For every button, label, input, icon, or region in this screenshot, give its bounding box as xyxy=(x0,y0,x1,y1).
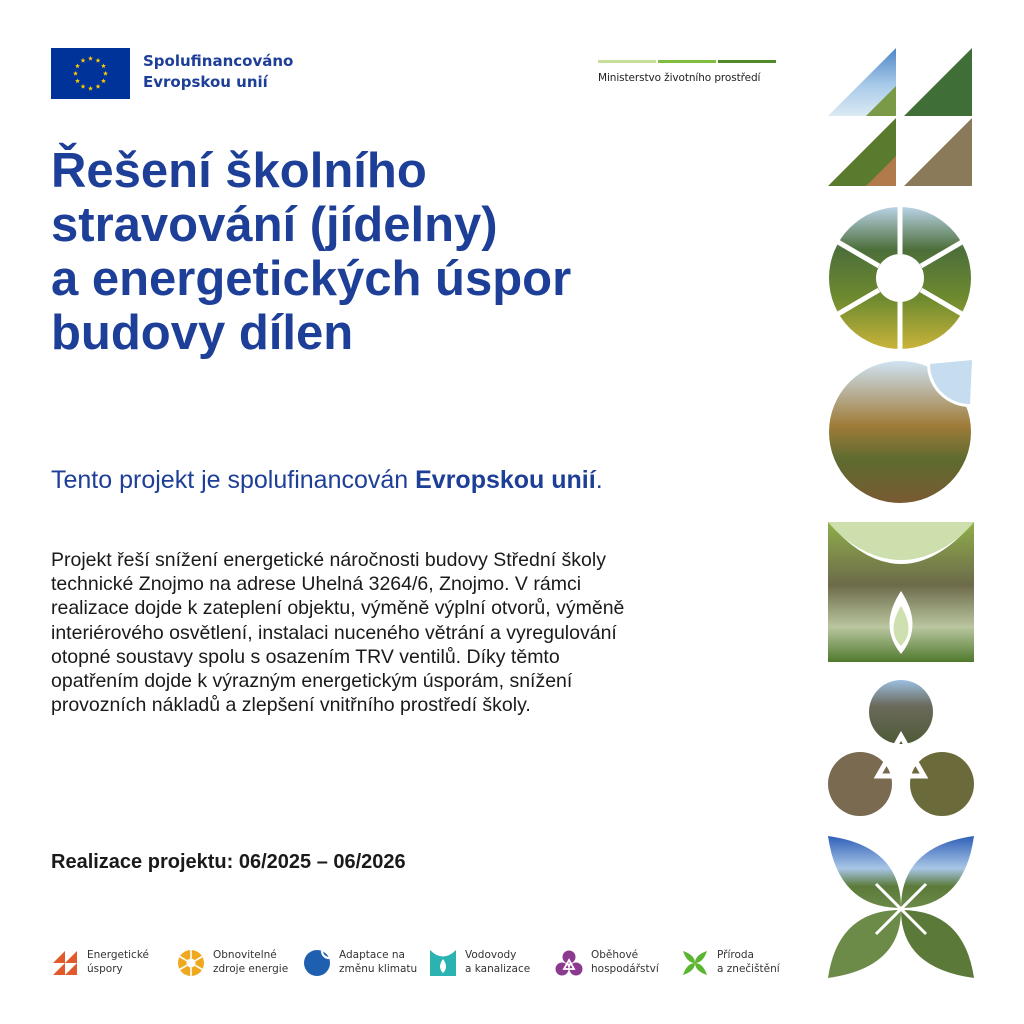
renewable-energy-icon xyxy=(177,949,205,977)
legend-label: a znečištění xyxy=(717,963,780,975)
cofinancing-statement xyxy=(51,466,603,495)
legend-label: Energetické xyxy=(87,949,149,961)
legend-label: hospodářství xyxy=(591,963,659,975)
legend-label: zdroje energie xyxy=(213,963,289,975)
realization-period: Realizace projektu: 06/2025 – 06/2026 xyxy=(51,851,406,873)
subtitle-emphasis: Evropskou unií xyxy=(415,466,596,494)
nature-icon xyxy=(681,949,709,977)
page-title xyxy=(51,144,771,360)
description-line: technické Znojmo na adrese Uhelná 3264/6, Znojmo. V rámci xyxy=(51,573,582,596)
description-line: provozních nákladů a zlepšení vnitřního prostředí školy. xyxy=(51,694,531,717)
legend-label: a kanalizace xyxy=(465,963,531,975)
water-collage xyxy=(828,522,974,662)
renewable-energy-collage xyxy=(829,206,971,350)
ministry-name: Ministerstvo životního prostředí xyxy=(598,72,761,84)
subtitle-prefix: Tento projekt je spolufinancován xyxy=(51,466,416,494)
eu-cofinancing-label xyxy=(143,51,293,93)
legend-label: Adaptace na xyxy=(339,949,405,961)
title-line: stravování (jídelny) xyxy=(51,198,498,252)
title-line: Řešení školního xyxy=(51,144,427,198)
description-line: opatřením dojde k výrazným energetickým úsporám, snížení xyxy=(51,670,573,693)
energy-savings-collage xyxy=(828,48,972,186)
ministry-logo-bars xyxy=(598,60,778,64)
project-description xyxy=(51,548,791,717)
eu-text-line2: Evropskou unií xyxy=(143,73,268,91)
description-line: interiérového osvětlení, instalaci nuceného větrání a vyregulování xyxy=(51,621,617,644)
circular-economy-collage xyxy=(828,680,974,816)
legend-label: Oběhové xyxy=(591,949,639,961)
legend-label: změnu klimatu xyxy=(339,963,418,975)
title-line: a energetických úspor xyxy=(51,252,572,306)
legend-label: Vodovody xyxy=(465,949,517,961)
eu-flag-icon xyxy=(51,48,130,99)
water-icon xyxy=(429,949,457,977)
climate-adaptation-collage xyxy=(829,360,972,503)
description-line: otopné soustavy spolu s osazením TRV ventilů. Díky těmto xyxy=(51,645,560,668)
legend-label: Obnovitelné xyxy=(213,949,277,961)
description-line: Projekt řeší snížení energetické náročnosti budovy Střední školy xyxy=(51,549,606,571)
circular-economy-icon xyxy=(555,949,583,977)
decorative-icon-column xyxy=(826,46,976,980)
legend-label: úspory xyxy=(87,963,123,975)
description-line: realizace dojde k zateplení objektu, výměně výplní otvorů, výměně xyxy=(51,597,625,620)
energy-savings-icon xyxy=(51,949,79,977)
legend-label: Příroda xyxy=(717,949,754,961)
subtitle-suffix: . xyxy=(595,466,603,494)
climate-adaptation-icon xyxy=(303,949,331,977)
eu-text-line1: Spolufinancováno xyxy=(143,52,294,70)
nature-collage xyxy=(828,836,974,978)
title-line: budovy dílen xyxy=(51,306,354,360)
